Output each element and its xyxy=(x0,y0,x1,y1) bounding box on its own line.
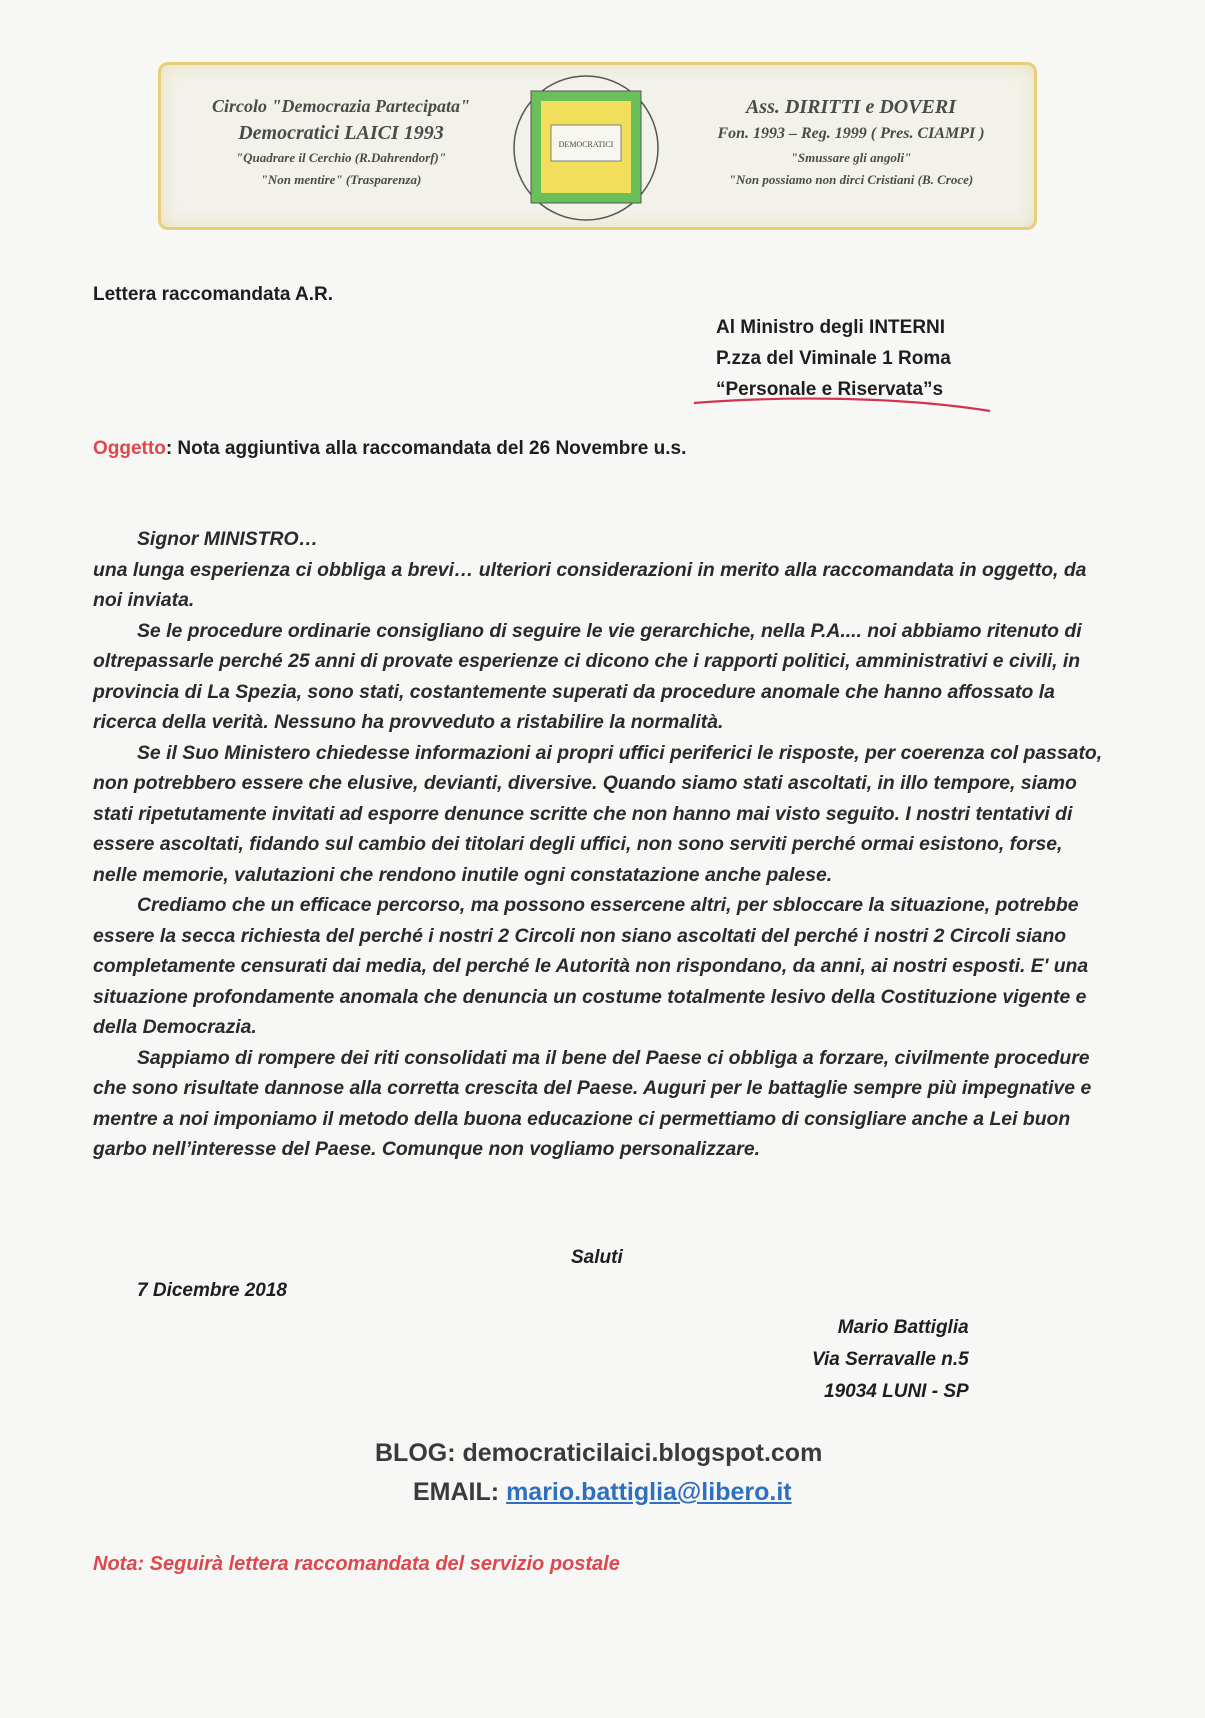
registered-letter-label: Lettera raccomandata A.R. xyxy=(93,284,334,305)
recipient-line1: Al Ministro degli INTERNI xyxy=(716,317,946,338)
signer-address-city: 19034 LUNI - SP xyxy=(824,1381,969,1402)
blog-line xyxy=(375,1435,822,1471)
subject-line xyxy=(93,434,686,464)
letterhead-right-line3: "Smussare gli angoli" xyxy=(790,150,912,165)
letterhead-left-line4: "Non mentire" (Trasparenza) xyxy=(260,172,422,187)
letter-date: 7 Dicembre 2018 xyxy=(137,1280,287,1301)
body-paragraph-1: una lunga esperienza ci obbliga a brevi… ulteriori considerazioni in merito alla raccomandata in oggetto, da noi inviata. xyxy=(93,558,1087,611)
signer-name: Mario Battiglia xyxy=(837,1317,969,1338)
letterhead-left-line3: "Quadrare il Cerchio (R.Dahrendorf)" xyxy=(235,150,447,165)
body-paragraph-3: Se il Suo Ministero chiedesse informazioni ai propri uffici periferici le risposte, per coerenza col passato, non potrebbero essere che elusive, devianti, diversive. Quando siamo stati ascoltati, in illo tempore, siamo stati ripetutamente invitati ad esporre denunce scritte che non hanno mai visto seguito. I nostri tentativi di essere ascoltati, fidando sul cambio dei titolari degli uffici, non sono serviti perché ormai esistono, forse, nelle memorie, valutazioni che rendono inutile ogni constatazione anche palese. xyxy=(93,741,1103,886)
letterhead-right-line1: Ass. DIRITTI e DOVERI xyxy=(745,96,957,118)
body-paragraph-2: Se le procedure ordinarie consigliano di seguire le vie gerarchiche, nella P.A.... noi abbiamo ritenuto di oltrepassarle perché 25 anni di provate esperienze ci dicono che i rapporti politici, amministrativi e civili, in provincia di La Spezia, sono stati, costantemente superati da procedure anomale che hanno affossato la ricerca della verità. Nessuno ha provveduto a ristabilire la normalità. xyxy=(93,619,1082,733)
subject-label: Oggetto xyxy=(93,438,166,459)
email-line xyxy=(413,1474,792,1510)
letter-body xyxy=(93,524,1103,1165)
blog-label: BLOG: xyxy=(375,1439,456,1467)
signer-address-street: Via Serravalle n.5 xyxy=(812,1349,969,1370)
letterhead-right xyxy=(671,93,1031,191)
letterhead-left xyxy=(171,93,511,191)
footnote: Nota: Seguirà lettera raccomandata del servizio postale xyxy=(93,1553,620,1575)
letterhead-right-line2: Fon. 1993 – Reg. 1999 ( Pres. CIAMPI ) xyxy=(717,125,985,142)
letterhead-right-line4: "Non possiamo non dirci Cristiani (B. Croce) xyxy=(728,172,974,187)
subject-text: : Nota aggiuntiva alla raccomandata del 26 Novembre u.s. xyxy=(165,438,687,459)
letterhead-banner xyxy=(158,62,1037,230)
handwritten-underline xyxy=(690,393,1010,417)
body-paragraph-4: Crediamo che un efficace percorso, ma possono essercene altri, per sbloccare la situazione, potrebbe essere la secca richiesta del perché i nostri 2 Circoli non siano ascoltati del perché i nostri 2 Circoli siano completamente censurati dai media, del perché le Autorità non rispondano, da anni, ai nostri esposti. E' una situazione profondamente anomala che denuncia un costume totalmente lesivo della Costituzione vigente e della Democrazia. xyxy=(93,894,1089,1038)
recipient-line3: “Personale e Riservata”s xyxy=(716,379,944,400)
signature-block xyxy=(812,1312,969,1408)
email-link[interactable]: mario.battiglia@libero.it xyxy=(506,1478,792,1506)
circle-square-logo xyxy=(501,73,671,223)
body-paragraph-5: Sappiamo di rompere dei riti consolidati ma il bene del Paese ci obbliga a forzare, civilmente procedure che sono risultate dannose alla corretta crescita del Paese. Auguri per le battaglie sempre più impegnative e mentre a noi imponiamo il metodo della buona educazione ci permettiamo di consigliare anche a Lei buon garbo nell’interesse del Paese. Comunque non vogliamo personalizzare. xyxy=(93,1046,1092,1160)
closing-greeting: Saluti xyxy=(571,1247,623,1268)
letterhead-left-line2: Democratici LAICI 1993 xyxy=(238,122,444,144)
email-label: EMAIL: xyxy=(413,1478,500,1506)
recipient-line2: P.zza del Viminale 1 Roma xyxy=(716,348,951,369)
recipient-block xyxy=(716,312,951,405)
logo-text: DEMOCRATICI xyxy=(558,140,614,149)
blog-url: democraticilaici.blogspot.com xyxy=(455,1439,823,1467)
letterhead-left-line1: Circolo "Democrazia Partecipata" xyxy=(212,96,470,116)
salutation: Signor MINISTRO… xyxy=(137,528,318,550)
